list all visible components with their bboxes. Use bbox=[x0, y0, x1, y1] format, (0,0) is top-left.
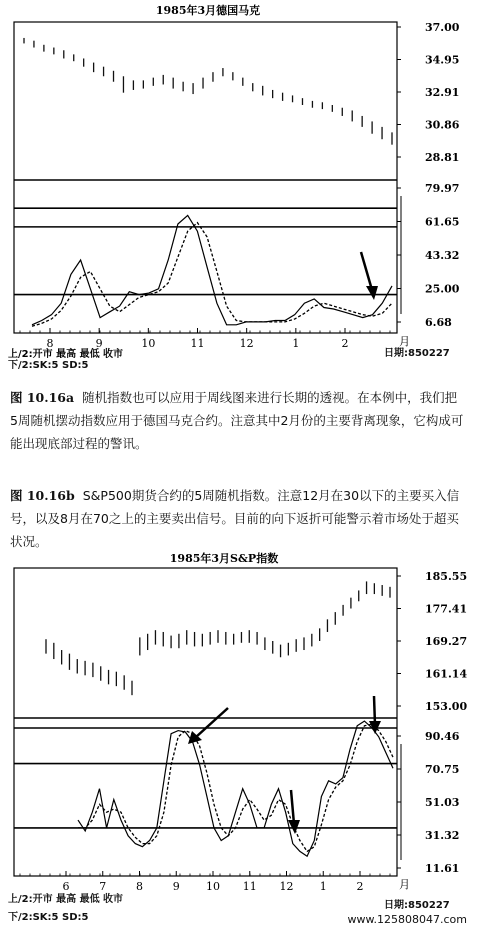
legend-b-line1: 上/2:开市 最高 最低 收市 bbox=[8, 894, 124, 905]
y-tick-label: 6.68 bbox=[425, 316, 452, 329]
x-tick-label: 12 bbox=[239, 337, 254, 350]
y-tick-label: 11.61 bbox=[425, 862, 460, 875]
y-tick-label: 28.81 bbox=[425, 151, 460, 164]
x-tick-label: 12 bbox=[279, 880, 294, 893]
legend-date: 日期:850227 bbox=[384, 348, 450, 359]
y-tick-label: 61.65 bbox=[425, 215, 460, 229]
caption-b-fig: 图 10.16b bbox=[10, 488, 75, 503]
chart-dm bbox=[0, 0, 477, 360]
series-sd bbox=[78, 724, 393, 851]
legend-b-line2: 下/2:SK:5 SD:5 bbox=[8, 912, 89, 923]
y-tick-label: 51.03 bbox=[425, 796, 460, 809]
x-tick-label: 11 bbox=[190, 337, 205, 350]
y-tick-label: 31.32 bbox=[425, 829, 460, 842]
watermark: www.125808047.com bbox=[347, 913, 467, 926]
legend-line1: 上/2:开市 最高 最低 收市 bbox=[8, 349, 124, 360]
x-tick-label: 8 bbox=[136, 880, 143, 893]
stochastic-panel bbox=[14, 718, 397, 856]
x-tick-label: 8 bbox=[46, 337, 54, 350]
x-tick-label: 9 bbox=[172, 880, 180, 893]
y-axis bbox=[397, 21, 460, 329]
y-tick-label: 32.91 bbox=[425, 86, 460, 99]
y-axis bbox=[397, 570, 467, 875]
y-tick-label: 34.95 bbox=[425, 53, 460, 67]
chart-title: 1985年3月S&P指数 bbox=[169, 552, 279, 565]
y-tick-label: 79.97 bbox=[425, 182, 460, 195]
stochastic-panel bbox=[14, 208, 397, 326]
caption-a-fig: 图 10.16a bbox=[10, 390, 75, 405]
x-tick-label: 1 bbox=[319, 880, 327, 893]
x-unit: 月 bbox=[399, 335, 410, 348]
y-tick-label: 177.41 bbox=[425, 602, 468, 616]
x-tick-label: 1 bbox=[292, 337, 300, 350]
arrow-annotation bbox=[361, 252, 378, 300]
y-tick-label: 169.27 bbox=[425, 635, 468, 648]
y-tick-label: 43.32 bbox=[425, 249, 460, 262]
x-tick-label: 2 bbox=[356, 880, 364, 893]
price-bars bbox=[24, 38, 392, 145]
x-tick-label: 10 bbox=[141, 337, 156, 350]
x-tick-label: 9 bbox=[95, 337, 103, 350]
caption-a-text: 随机指数也可以应用于周线图来进行长期的透视。在本例中，我们把5周随机摆动指数应用于德国马克合约。注意其中2月份的主要背离现象，它构成可能出现底部过程的警讯。 bbox=[10, 390, 464, 451]
x-axis bbox=[20, 328, 410, 350]
y-tick-label: 90.46 bbox=[425, 730, 460, 743]
x-unit: 月 bbox=[399, 878, 410, 891]
series-sk bbox=[78, 721, 393, 856]
y-tick-label: 70.75 bbox=[425, 763, 460, 776]
caption-b-text: S&P500期货合约的5周随机指数。注意12月在30以下的主要买入信号，以及8月在70之上的主要卖出信号。目前的向下返折可能警示着市场处于超买状况。 bbox=[10, 488, 460, 549]
y-tick-label: 153.00 bbox=[425, 700, 468, 713]
series-sk bbox=[32, 215, 392, 324]
plot-frame bbox=[14, 568, 397, 876]
caption-b bbox=[10, 484, 465, 553]
y-tick-label: 25.00 bbox=[425, 282, 460, 296]
y-tick-label: 185.55 bbox=[425, 570, 468, 583]
x-tick-label: 2 bbox=[341, 337, 349, 350]
caption-a bbox=[10, 386, 465, 455]
chart-title: 1985年3月德国马克 bbox=[155, 4, 261, 17]
legend-line2: 下/2:SK:5 SD:5 bbox=[8, 360, 89, 371]
x-tick-label: 10 bbox=[206, 880, 220, 893]
price-bars bbox=[46, 581, 390, 695]
legend-b-date: 日期:850227 bbox=[384, 900, 450, 911]
y-tick-label: 37.00 bbox=[425, 21, 460, 34]
x-tick-label: 7 bbox=[99, 880, 107, 893]
y-tick-label: 161.14 bbox=[425, 667, 468, 681]
arrow-annotation-aug bbox=[188, 708, 228, 744]
x-tick-label: 6 bbox=[62, 880, 70, 893]
chart-sp bbox=[0, 550, 477, 930]
y-tick-label: 30.86 bbox=[425, 118, 460, 132]
plot-frame bbox=[14, 22, 397, 333]
x-tick-label: 11 bbox=[242, 880, 257, 893]
